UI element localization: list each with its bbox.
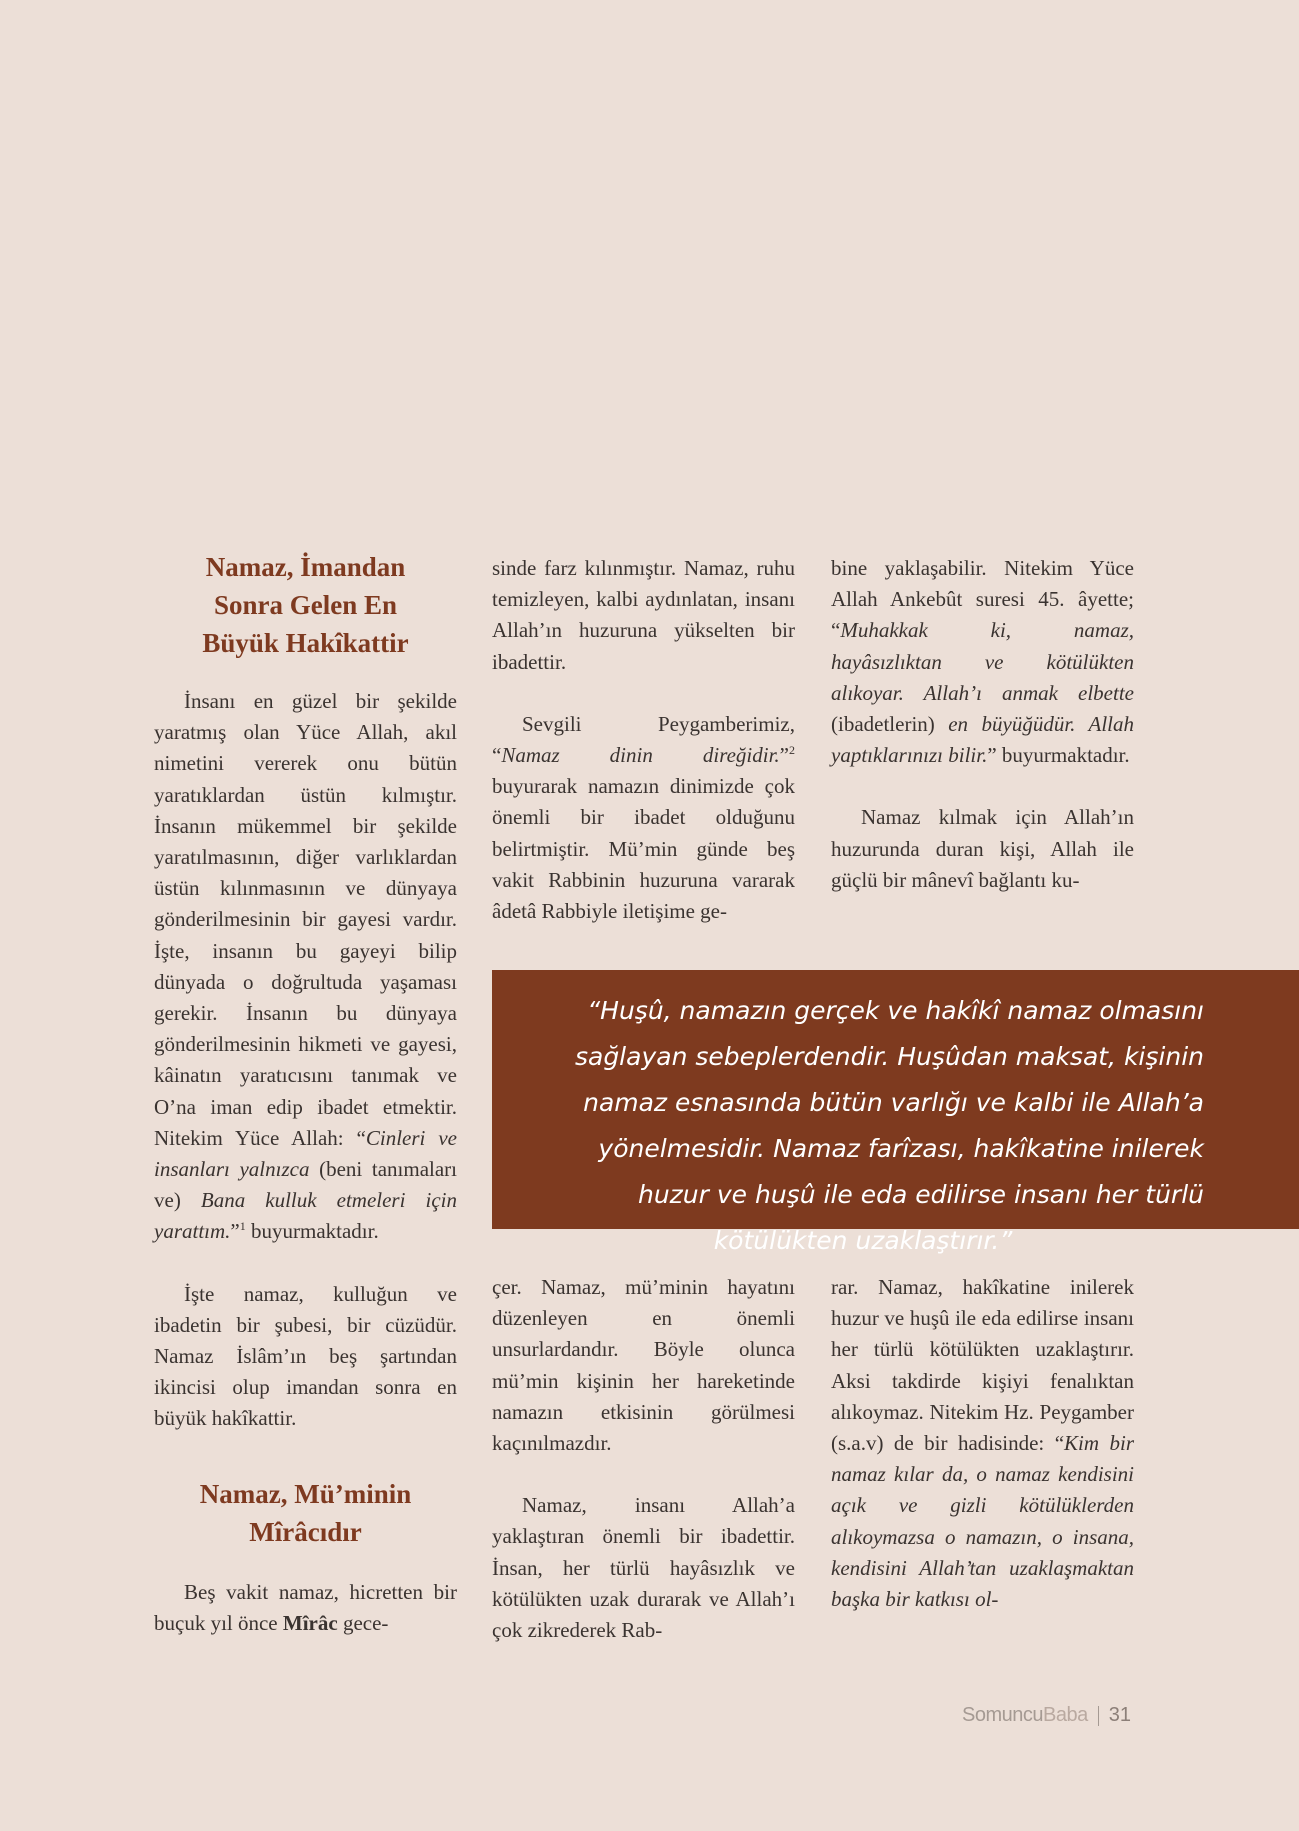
bold-term: Mîrâc [282, 1610, 338, 1635]
text: Sevgili Peygamberimiz, “ [492, 711, 795, 768]
heading-line: Mîrâcıdır [249, 1516, 362, 1547]
quote-italic: Muhakkak ki, namaz, hayâsızlıktan ve kötülükten alıkoyar. Allah’ı anmak elbette [831, 618, 1134, 705]
quote-italic: Cinleri ve insanları yalnızca [154, 1125, 457, 1182]
page-number: 31 [1108, 1704, 1131, 1726]
text: buyurarak namazın dinimizde çok önemli bir ibadet olduğunu belirtmiştir. Mü’min günde beş vakit Rabbinin huzuruna vararak âdetâ Rabbiyle iletişime ge- [492, 774, 795, 924]
paragraph [154, 686, 457, 1248]
text: gece- [337, 1610, 389, 1635]
section-heading-2 [154, 1475, 457, 1551]
heading-line: Sonra Gelen En [213, 590, 398, 620]
heading-line: Büyük Hakîkattir [202, 628, 409, 658]
logo-part: Somuncu [962, 1704, 1044, 1726]
section-heading-1 [154, 548, 457, 662]
column-3-bottom [831, 1272, 1134, 1615]
page-footer [962, 1704, 1131, 1727]
text: (ibadetlerin) [831, 712, 949, 737]
quote-italic: en büyüğüdür. Allah yaptıklarınızı bilir. [831, 712, 1134, 768]
paragraph [831, 553, 1134, 771]
column-2-top [492, 553, 795, 927]
text: Beş vakit namaz, hicretten bir buçuk yıl önce [154, 1579, 457, 1635]
pull-quote-box [492, 970, 1299, 1255]
paragraph [492, 709, 795, 927]
column-1 [154, 548, 457, 1639]
text: buyurmaktadır. [245, 1219, 379, 1244]
quote-italic: Namaz dinin direğidir. [501, 743, 780, 768]
text: (beni tanımaları ve) [154, 1157, 457, 1213]
footnote-marker: 2 [789, 743, 795, 758]
paragraph: İşte namaz, kulluğun ve ibadetin bir şubesi, bir cüzüdür. Namaz İslâm’ın beş şartından ikincisi olup imandan sonra en büyük hakîkattir. [154, 1281, 457, 1431]
footer-divider [1098, 1706, 1099, 1726]
text: ” [230, 1219, 240, 1244]
paragraph: sinde farz kılınmıştır. Namaz, ruhu temizleyen, kalbi aydınlatan, insanı Allah’ın huzuruna yükselten bir ibadettir. [492, 556, 795, 674]
paragraph [154, 1577, 457, 1639]
text: İnsanı en güzel bir şekilde yaratmış olan Yüce Allah, akıl nimetini vererek onu bütün yaratıklardan üstün kılmıştır. İnsanın mükemmel bir şekilde yaratılmasının, diğer varlıklardan üstün kılınmasının ve dünyaya gönderilmesinin bir gayesi vardır. İşte, insanın bu gayeyi bilip dünyada o doğrultuda yaşaması gerekir. İnsanın bu dünyaya gönderilmesinin hikmeti ve gayesi, kâinatın yaratıcısını tanımak ve O’na iman edip ibadet etmektir. Nitekim Yüce Allah: “ [154, 689, 457, 1150]
heading-line: Namaz, İmandan [205, 552, 406, 582]
logo-part: Baba [1043, 1704, 1088, 1726]
text: ” [779, 743, 789, 768]
footnote-marker: 1 [239, 1219, 246, 1234]
paragraph: Namaz kılmak için Allah’ın huzurunda duran kişi, Allah ile güçlü bir mânevî bağlantı ku- [831, 805, 1134, 892]
text: rar. Namaz, hakîkatine inilerek huzur ve huşû ile eda edilirse insanı her türlü kötülükten uzaklaştırır. Aksi takdirde kişiyi fenalıktan alıkoymaz. Nitekim Hz. Peygamber (s.a.v) de bir hadisinde: “ [831, 1275, 1134, 1456]
quote-italic: Kim bir namaz kılar da, o namaz kendisini açık ve gizli kötülüklerden alıkoymazsa o namazın, o insana, kendisini Allah’tan uzaklaşmaktan başka bir katkısı ol- [831, 1431, 1134, 1612]
column-2-bottom [492, 1272, 795, 1646]
paragraph: çer. Namaz, mü’minin hayatını düzenleyen en önemli unsurlardandır. Böyle olunca mü’min kişinin her hareketinde namazın etkisinin görülmesi kaçınılmazdır. [492, 1275, 795, 1456]
text: ” buyurmaktadır. [987, 743, 1130, 768]
column-3-top [831, 553, 1134, 896]
pull-quote-text: “Huşû, namazın gerçek ve hakîkî namaz olmasını sağlayan sebeplerdendir. Huşûdan maksat, kişinin namaz esnasında bütün varlığı ve kalbi ile Allah’a yönelmesidir. Namaz farîzası, hakîkatine inilerek huzur ve huşû ile eda edilirse insanı her türlü kötülükten uzaklaştırır.” [574, 996, 1204, 1255]
magazine-logo [962, 1704, 1088, 1727]
text: bine yaklaşabilir. Nitekim Yüce Allah Ankebût suresi 45. âyette; “ [831, 556, 1134, 643]
heading-line: Namaz, Mü’minin [199, 1478, 412, 1509]
quote-italic: Bana kulluk etmeleri için yarattım. [154, 1188, 457, 1244]
paragraph [831, 1272, 1134, 1615]
paragraph: Namaz, insanı Allah’a yaklaştıran önemli bir ibadettir. İnsan, her türlü hayâsızlık ve kötülükten uzak durarak ve Allah’ı çok zikrederek Rab- [492, 1493, 795, 1643]
